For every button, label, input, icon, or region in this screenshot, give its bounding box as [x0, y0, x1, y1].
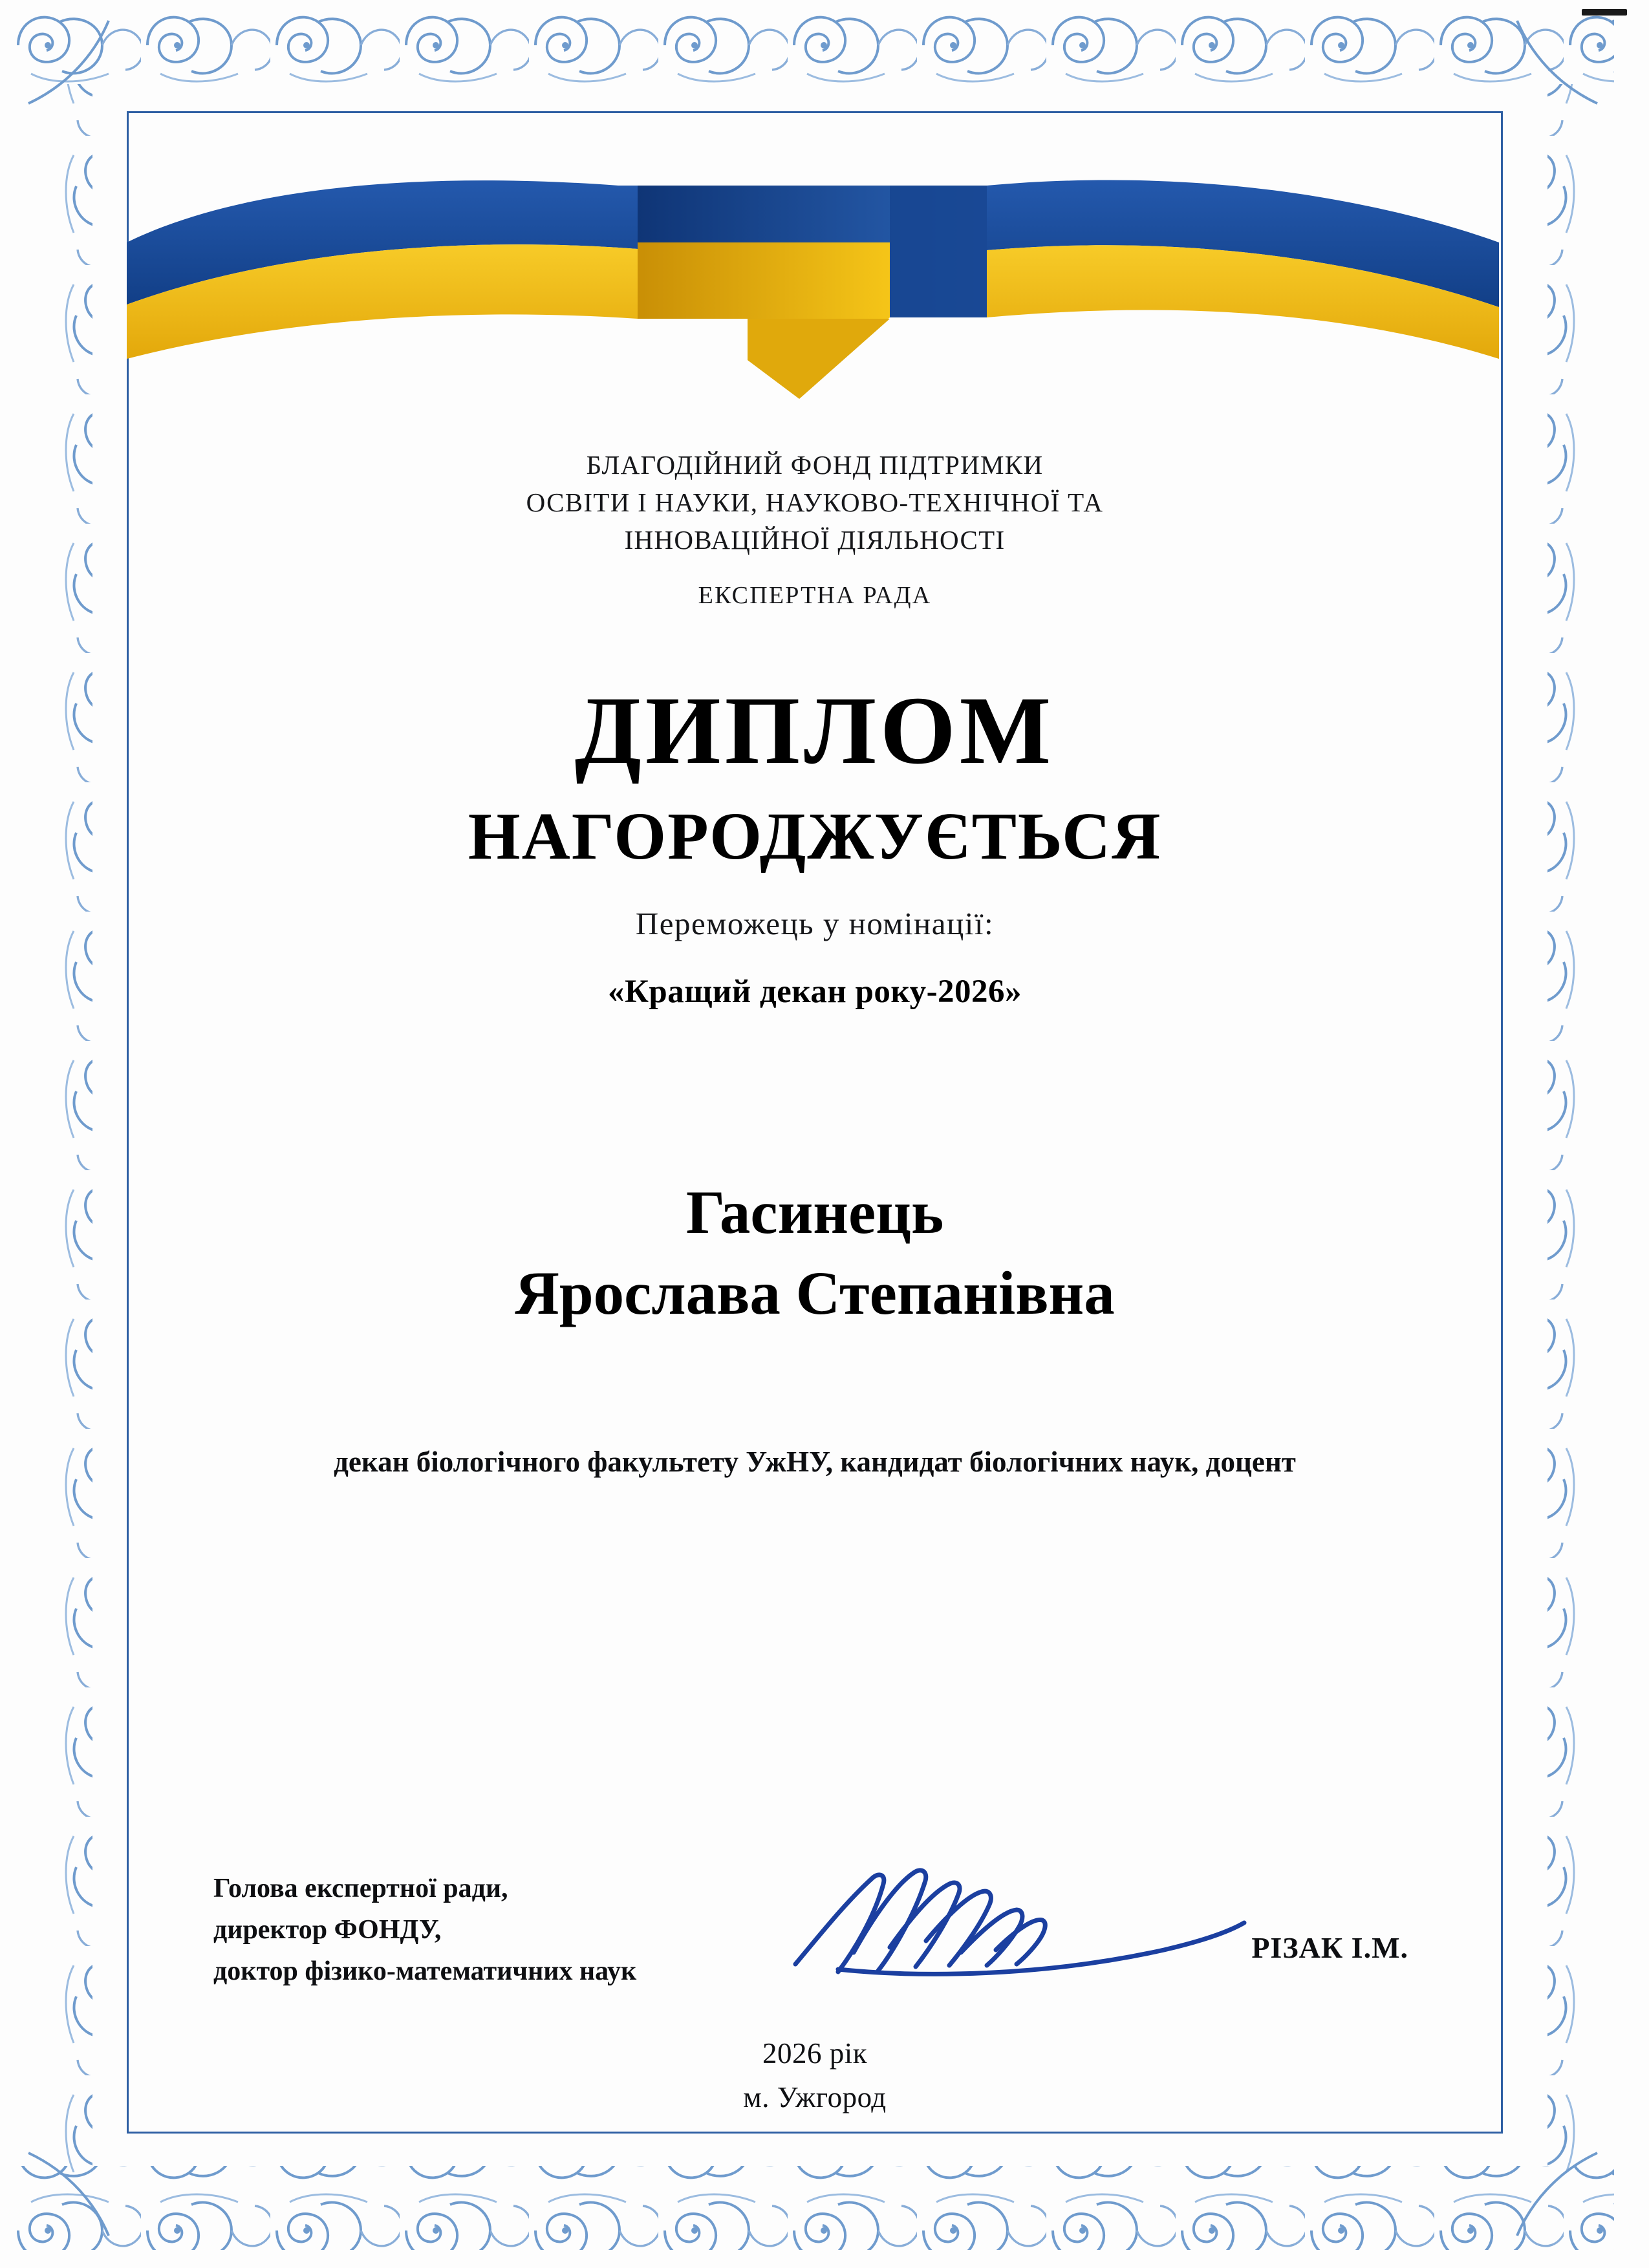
signatory-role-line-2: директор ФОНДУ,	[213, 1914, 442, 1945]
expert-council-label: ЕКСПЕРТНА РАДА	[698, 581, 932, 609]
organization-line-1: БЛАГОДІЙНИЙ ФОНД ПІДТРИМКИ	[586, 450, 1044, 480]
organization-block	[194, 446, 1436, 559]
page-title: ДИПЛОМ	[574, 676, 1055, 784]
recipient-name	[194, 1172, 1436, 1334]
handwritten-signature-icon	[776, 1856, 1255, 2004]
scan-artifact	[1582, 9, 1627, 16]
recipient-surname: Гасинець	[685, 1177, 944, 1246]
signatory-role-line-3: доктор фізико-математичних наук	[213, 1956, 637, 1986]
awarded-subtitle: НАГОРОДЖУЄТЬСЯ	[468, 798, 1162, 873]
organization-line-2: ОСВІТИ І НАУКИ, НАУКОВО-ТЕХНІЧНОЇ ТА	[526, 487, 1104, 518]
footer-block	[194, 2037, 1436, 2114]
diploma-content	[194, 446, 1436, 1483]
signature-block	[213, 1868, 1423, 2017]
recipient-position: декан біологічного факультету УжНУ, кандидат біологічних наук, доцент	[334, 1445, 1296, 1478]
footer-year: 2026 рік	[762, 2037, 868, 2070]
ukrainian-flag-ribbon-icon	[127, 145, 1499, 417]
signatory-name: РІЗАК І.М.	[1251, 1931, 1408, 1964]
nomination-value: «Кращий декан року-2026»	[607, 973, 1022, 1010]
organization-line-3: ІННОВАЦІЙНОЇ ДІЯЛЬНОСТІ	[624, 525, 1006, 555]
signatory-role	[213, 1868, 636, 1992]
recipient-given-name: Ярослава Степанівна	[515, 1259, 1115, 1328]
nomination-label: Переможець у номінації:	[635, 905, 995, 941]
footer-city: м. Ужгород	[743, 2081, 887, 2113]
signatory-role-line-1: Голова експертної ради,	[213, 1874, 508, 1903]
